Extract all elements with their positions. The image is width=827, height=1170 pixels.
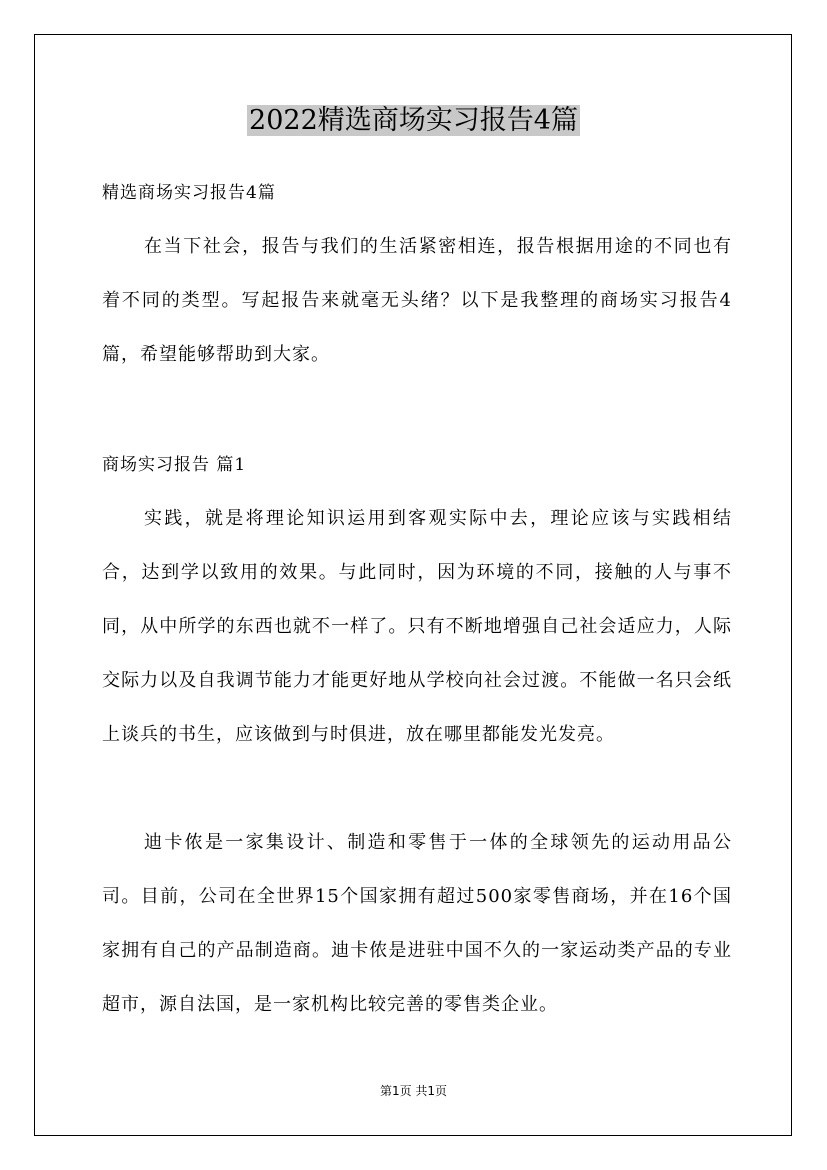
document-title <box>0 98 827 144</box>
intro-paragraph: 在当下社会，报告与我们的生活紧密相连，报告根据用途的不同也有着不同的类型。写起报告来就毫无头绪？以下是我整理的商场实习报告4篇，希望能够帮助到大家。 <box>102 236 732 365</box>
document-subtitle: 精选商场实习报告4篇 <box>102 183 276 203</box>
page-footer: 第1页 共1页 <box>379 1084 448 1098</box>
body-paragraph: 迪卡侬是一家集设计、制造和零售于一体的全球领先的运动用品公司。目前，公司在全世界15个国家拥有超过500家零售商场，并在16个国家拥有自己的产品制造商。迪卡侬是进驻中国不久的一家运动类产品的专业超市，源自法国，是一家机构比较完善的零售类企业。 <box>102 832 732 1015</box>
section-heading: 商场实习报告 篇1 <box>102 455 247 475</box>
document-title-text: 2022精选商场实习报告4篇 <box>249 105 578 136</box>
body-paragraph: 实践，就是将理论知识运用到客观实际中去，理论应该与实践相结合，达到学以致用的效果。与此同时，因为环境的不同，接触的人与事不同，从中所学的东西也就不一样了。只有不断地增强自己社会适应力，人际交际力以及自我调节能力才能更好地从学校向社会过渡。不能做一名只会纸上谈兵的书生，应该做到与时俱进，放在哪里都能发光发亮。 <box>102 508 732 745</box>
